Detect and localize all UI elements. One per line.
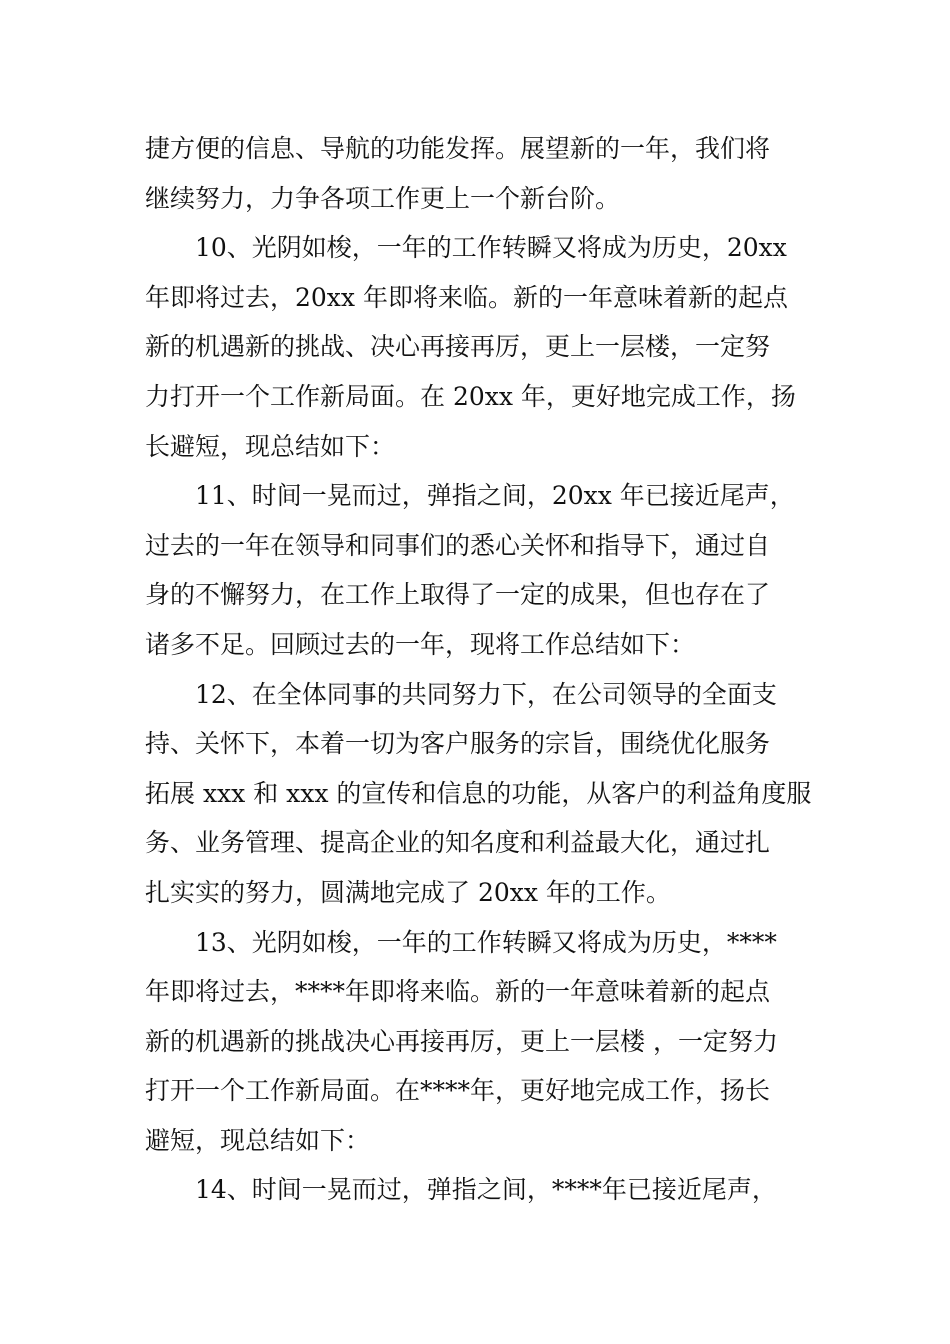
text-line: 拓展 xxx 和 xxx 的宣传和信息的功能，从客户的利益角度服 (145, 778, 812, 808)
text-line: 继续努力，力争各项工作更上一个新台阶。 (145, 183, 621, 213)
text-line: 避短，现总结如下： (145, 1125, 371, 1155)
paragraph-13-start: 13、光阴如梭，一年的工作转瞬又将成为历史，**** (195, 927, 777, 957)
text-line: 打开一个工作新局面。在****年，更好地完成工作，扬长 (145, 1076, 771, 1106)
paragraph-10-start: 10、光阴如梭，一年的工作转瞬又将成为历史，20xx (195, 233, 787, 263)
text-line: 长避短，现总结如下： (145, 431, 396, 461)
text-line: 年即将过去，20xx 年即将来临。新的一年意味着新的起点 (145, 282, 788, 312)
text-line: 新的机遇新的挑战、决心再接再厉，更上一层楼，一定努 (145, 332, 771, 362)
text-line: 新的机遇新的挑战决心再接再厉，更上一层楼 ，一定努力 (145, 1026, 778, 1056)
text-line: 扎实实的努力，圆满地完成了 20xx 年的工作。 (145, 877, 671, 907)
paragraph-11-start: 11、时间一晃而过，弹指之间，20xx 年已接近尾声， (195, 481, 795, 511)
text-line: 身的不懈努力，在工作上取得了一定的成果，但也存在了 (145, 580, 771, 610)
paragraph-14-start: 14、时间一晃而过，弹指之间，****年已接近尾声， (195, 1175, 777, 1205)
body-text (145, 124, 810, 1215)
text-line: 诸多不足。回顾过去的一年，现将工作总结如下： (145, 629, 696, 659)
text-line: 过去的一年在领导和同事们的悉心关怀和指导下，通过自 (145, 530, 771, 560)
text-line: 力打开一个工作新局面。在 20xx 年，更好地完成工作，扬 (145, 381, 796, 411)
text-line: 持、关怀下，本着一切为客户服务的宗旨，围绕优化服务 (145, 729, 771, 759)
paragraph-12-start: 12、在全体同事的共同努力下，在公司领导的全面支 (195, 679, 777, 709)
text-line: 捷方便的信息、导航的功能发挥。展望新的一年，我们将 (145, 134, 771, 163)
text-line: 年即将过去，****年即将来临。新的一年意味着新的起点 (145, 977, 771, 1007)
text-line: 务、业务管理、提高企业的知名度和利益最大化，通过扎 (145, 828, 771, 858)
